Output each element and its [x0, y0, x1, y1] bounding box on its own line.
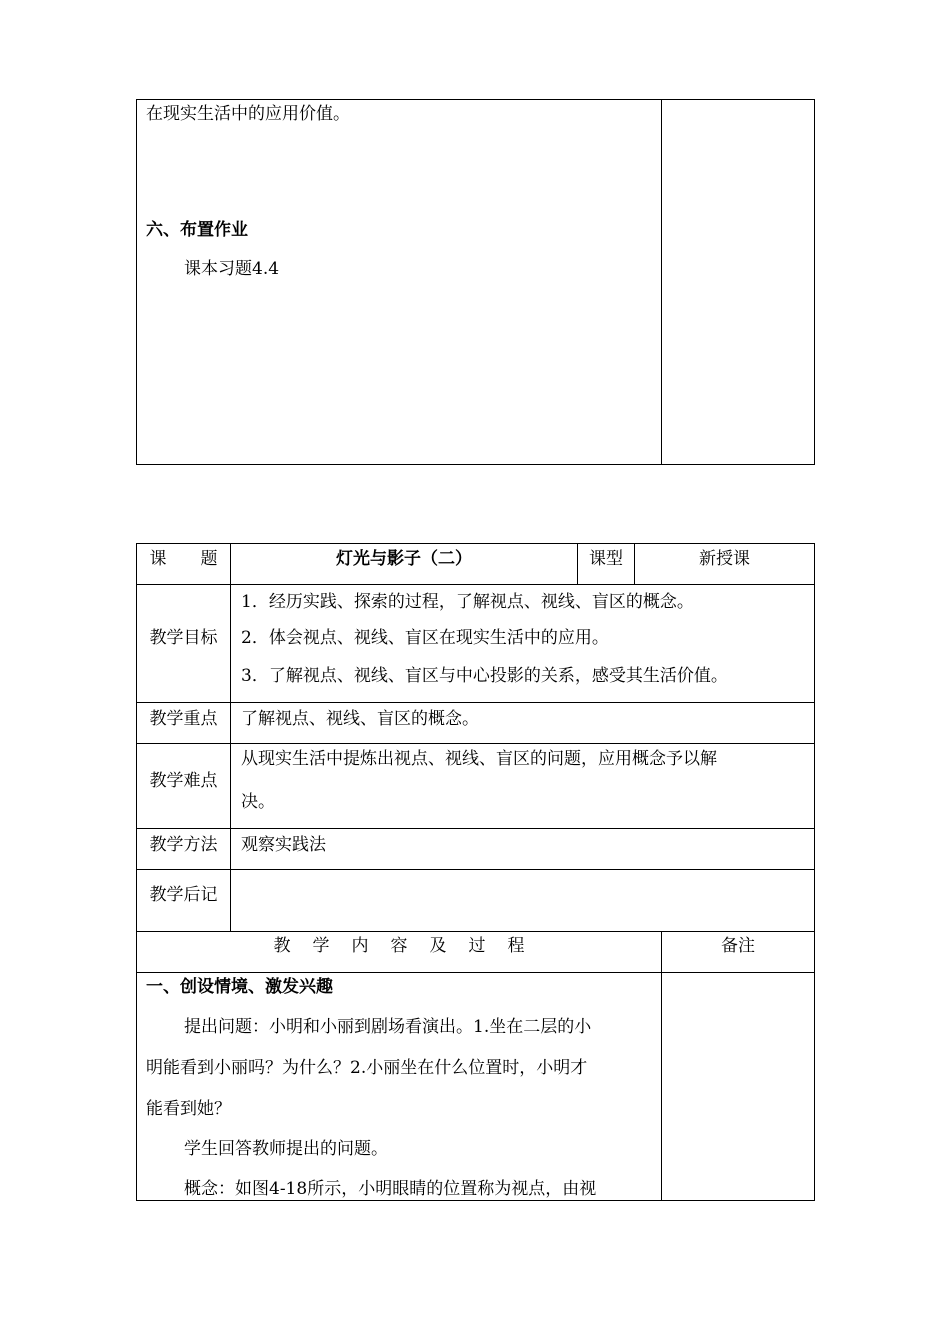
body-line: 明能看到小丽吗？为什么？2.小丽坐在什么位置时，小明才 [146, 1058, 588, 1078]
focus-value: 了解视点、视线、盲区的概念。 [241, 709, 479, 729]
objectives-label: 教学目标 [149, 628, 218, 648]
objective-item: 2．体会视点、视线、盲区在现实生活中的应用。 [241, 628, 609, 648]
homework-text: 课本习题4.4 [184, 259, 280, 279]
body-line: 提出问题：小明和小丽到剧场看演出。1.坐在二层的小 [184, 1017, 592, 1037]
body-line: 学生回答教师提出的问题。 [184, 1139, 388, 1159]
objective-item: 3．了解视点、视线、盲区与中心投影的关系，感受其生活价值。 [241, 666, 728, 686]
type-value: 新授课 [699, 549, 750, 569]
difficulty-label: 教学难点 [149, 771, 218, 791]
process-header: 教学内容及过程 [273, 936, 547, 956]
method-value: 观察实践法 [241, 835, 326, 855]
section-one-title: 一、创设情境、激发兴趣 [146, 977, 333, 997]
focus-label: 教学重点 [149, 709, 218, 729]
difficulty-line: 决。 [241, 792, 275, 812]
remarks-header: 备注 [721, 936, 755, 956]
topic-value: 灯光与影子（二） [336, 549, 472, 569]
method-label: 教学方法 [149, 835, 218, 855]
body-line: 概念：如图4-18所示，小明眼睛的位置称为视点，由视 [184, 1179, 597, 1199]
notes-label: 教学后记 [149, 885, 218, 905]
continued-text: 在现实生活中的应用价值。 [146, 104, 350, 124]
type-label: 课型 [589, 549, 623, 569]
topic-label: 课 题 [149, 549, 218, 569]
objective-item: 1．经历实践、探索的过程，了解视点、视线、盲区的概念。 [241, 592, 694, 612]
section-six-title: 六、布置作业 [146, 220, 248, 240]
difficulty-line: 从现实生活中提炼出视点、视线、盲区的问题，应用概念予以解 [241, 749, 717, 769]
body-line: 能看到她？ [146, 1099, 231, 1119]
